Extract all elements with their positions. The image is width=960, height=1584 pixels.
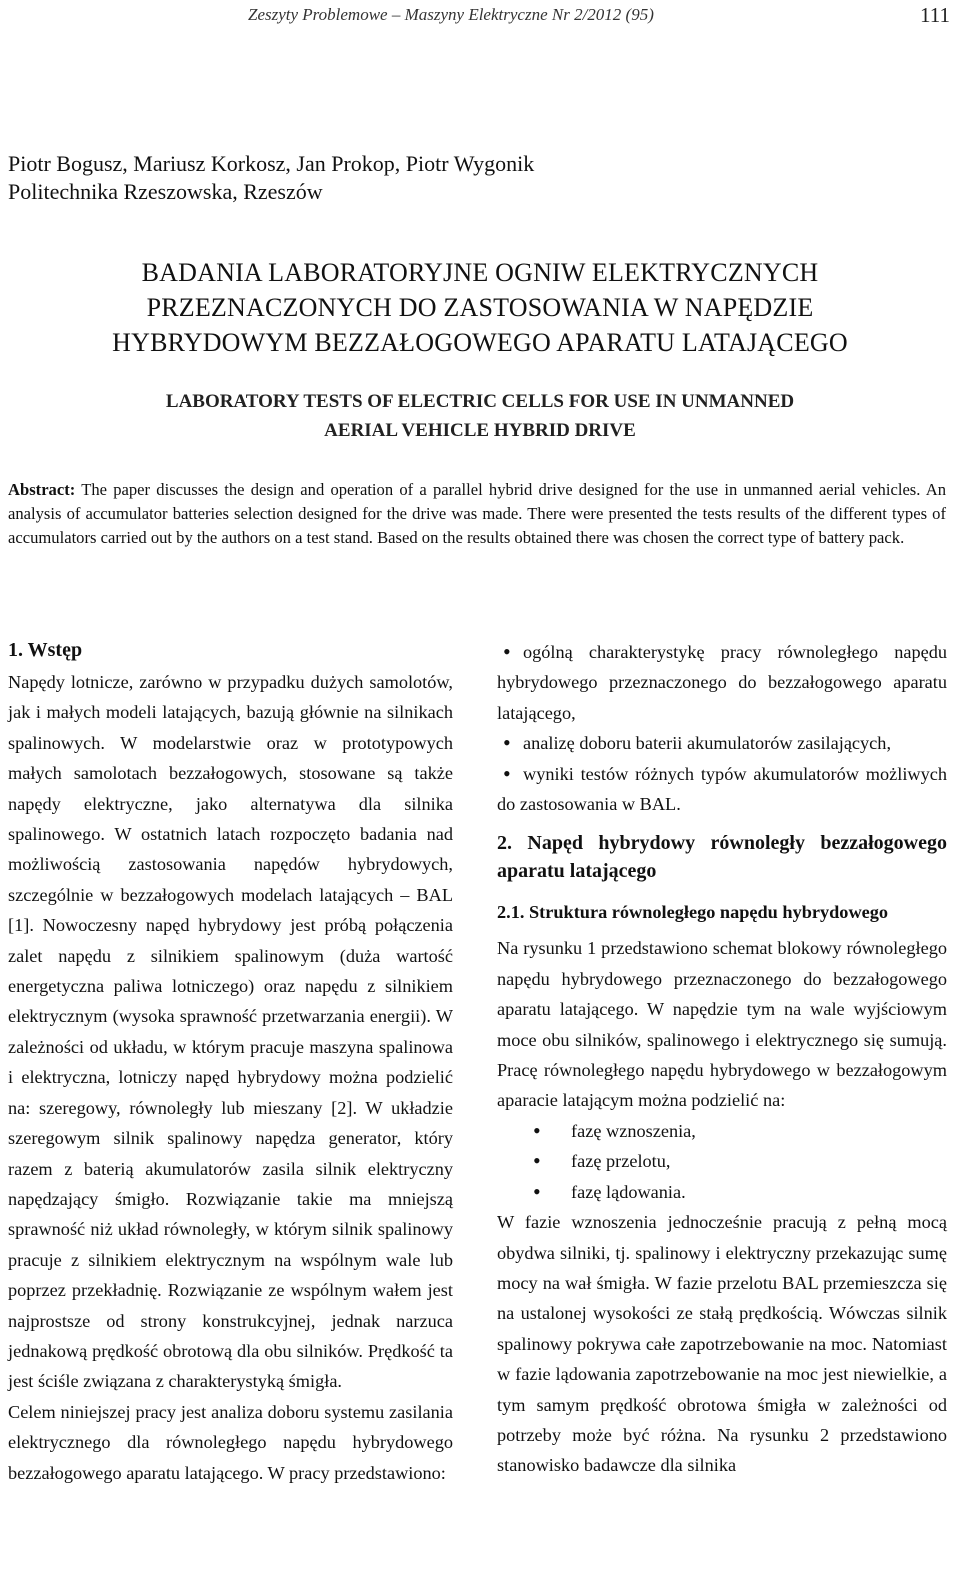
english-title — [0, 387, 960, 445]
abstract — [8, 478, 946, 551]
list-item — [497, 1177, 947, 1207]
phases-paragraph: W fazie wznoszenia jednocześnie pracują z pełną mocą obydwa silniki, tj. spalinowy i elektryczny przekazując sumę mocy na wał śmigła. W fazie przelotu BAL przemieszcza się na ustalonej wysokości ze stałą prędkością. Wówczas silnik spalinowy pokrywa całe zapotrzebowanie na moc. Natomiast w fazie lądowania zapotrzebowanie na moc jest niewielkie, a tym samym prędkość obrotowa śmigła w zależności od potrzeby może być różna. Na rysunku 2 przedstawiono stanowisko badawcze dla silnika — [497, 1212, 947, 1476]
list-item — [497, 1116, 947, 1146]
bullet-icon: • — [533, 1148, 541, 1174]
english-title-line: AERIAL VEHICLE HYBRID DRIVE — [324, 420, 636, 441]
bullet-icon: • — [533, 1178, 541, 1204]
bullet-icon: • — [503, 760, 511, 786]
running-header — [0, 0, 960, 34]
page-number: 111 — [920, 3, 950, 27]
bullet-icon: • — [503, 639, 511, 664]
polish-title-line: PRZEZNACZONYCH DO ZASTOSOWANIA W NAPĘDZIE — [146, 293, 814, 322]
right-column — [497, 637, 947, 1481]
section-2-1-heading: 2.1. Struktura równoległego napędu hybrydowego — [497, 902, 889, 923]
section-1-heading: 1. Wstęp — [8, 639, 83, 661]
abstract-label: Abstract: — [8, 480, 76, 499]
aim-paragraph: Celem niniejszej pracy jest analiza doboru systemu zasilania elektrycznego dla równoległego napędu hybrydowego bezzałogowego aparatu latającego. W pracy przedstawiono: — [8, 1401, 453, 1483]
list-item-text: analizę doboru baterii akumulatorów zasilających, — [523, 733, 892, 754]
bullet-icon: • — [503, 730, 511, 756]
structure-paragraph: Na rysunku 1 przedstawiono schemat blokowy równoległego napędu hybrydowego przeznaczonego do bezzałogowego aparatu latającego. W napędzie tym na wale wyjściowym moce obu silników, spalinowego i elektrycznego się sumują. Pracę równoległego napędu hybrydowego w bezzałogowym aparacie latającym można podzielić na: — [497, 938, 947, 1111]
author-affiliation: Politechnika Rzeszowska, Rzeszów — [8, 179, 323, 204]
list-item — [497, 1146, 947, 1176]
list-item-text: fazę lądowania. — [571, 1181, 686, 1202]
intro-paragraph: Napędy lotnicze, zarówno w przypadku dużych samolotów, jak i małych modeli latających, bazują głównie na silnikach spalinowych. W modelarstwie oraz w prototypowych małych samolotach bezzałogowych, stosowane są także napędy elektryczne, jako alternatywa dla silnika spalinowego. W ostatnich latach rozpoczęto badania nad możliwością zastosowania napędów hybrydowych, szczególnie w bezzałogowych modelach latających – BAL [1]. Nowoczesny napęd hybrydowy jest próbą połączenia zalet napędu z silnikiem spalinowym (duża wartość energetyczna paliwa lotniczego) oraz napędu z silnikiem elektrycznym (wysoka sprawność przetwarzania energii). W zależności od układu, w którym pracuje maszyna spalinowa i elektryczna, lotniczy napęd hybrydowy można podzielić na: szeregowy, równoległy lub mieszany [2]. W układzie szeregowym silnik spalinowy napędza generator, który razem z baterią akumulatorów zasila silnik elektryczny napędzający śmigło. Rozwiązanie takie ma mniejszą sprawność niż układ równoległy, w którym silnik spalinowy pracuje z silnikiem elektrycznym na wspólnym wale lub poprzez przekładnię. Rozwiązanie ze wspólnym wałem jest najprostsze od strony konstrukcyjnej, jednak narzuca jednakową prędkość obrotową dla obu silników. Prędkość ta jest ściśle związana z charakterystyką śmigła. — [8, 672, 453, 1392]
list-item-text: wyniki testów różnych typów akumulatorów możliwych do zastosowania w BAL. — [497, 763, 947, 815]
contents-list — [497, 637, 947, 819]
polish-title-line: HYBRYDOWYM BEZZAŁOGOWEGO APARATU LATAJĄCEGO — [112, 328, 848, 357]
author-names: Piotr Bogusz, Mariusz Korkosz, Jan Prokop, Piotr Wygonik — [8, 151, 535, 176]
phases-list — [497, 1116, 947, 1207]
author-block — [8, 150, 534, 206]
list-item-text: fazę wznoszenia, — [571, 1120, 696, 1141]
list-item-text: ogólną charakterystykę pracy równoległego napędu hybrydowego przeznaczonego do bezzałogowego aparatu latającego, — [497, 642, 947, 723]
polish-title — [0, 255, 960, 360]
abstract-text: The paper discusses the design and operation of a parallel hybrid drive designed for the use in unmanned aerial vehicles. An analysis of accumulator batteries selection designed for the drive was made. There were presented the tests results of the different types of accumulators carried out by the authors on a test stand. Based on the results obtained there was chosen the correct type of battery pack. — [8, 480, 946, 548]
left-column — [8, 636, 453, 1488]
list-item — [497, 637, 947, 728]
journal-title: Zeszyty Problemowe – Maszyny Elektryczne Nr 2/2012 (95) — [248, 5, 654, 24]
polish-title-line: BADANIA LABORATORYJNE OGNIW ELEKTRYCZNYCH — [141, 258, 819, 287]
section-2-heading: 2. Napęd hybrydowy równoległy bezzałogowego aparatu latającego — [497, 832, 947, 883]
list-item — [497, 728, 947, 758]
list-item-text: fazę przelotu, — [571, 1151, 671, 1172]
english-title-line: LABORATORY TESTS OF ELECTRIC CELLS FOR USE IN UNMANNED — [165, 391, 795, 412]
bullet-icon: • — [533, 1117, 541, 1143]
list-item — [497, 759, 947, 820]
